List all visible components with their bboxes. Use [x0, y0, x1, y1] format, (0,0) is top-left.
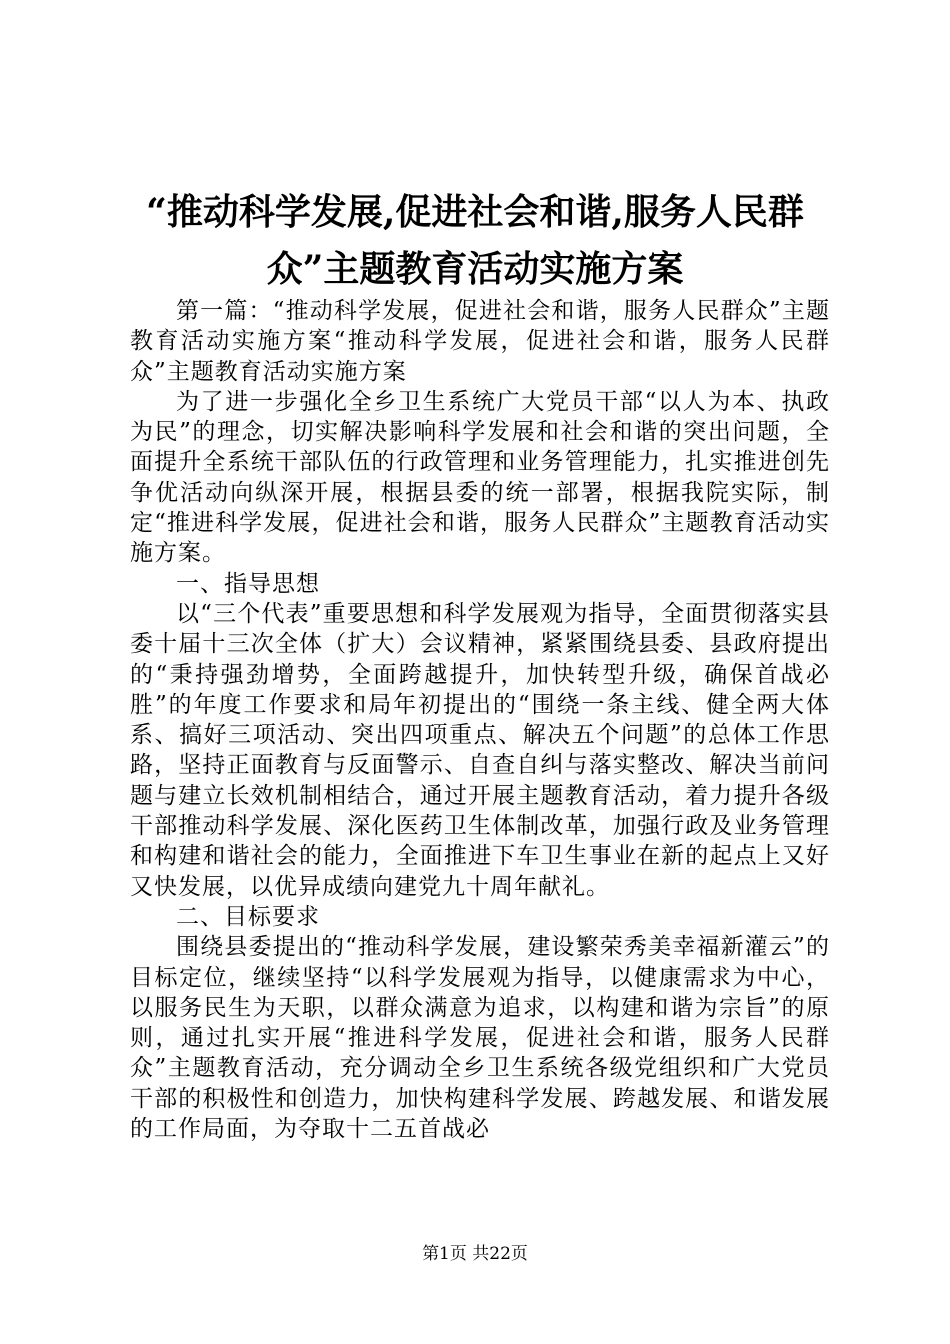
section-heading-guiding-ideology: 一、指导思想	[176, 570, 320, 597]
page-number-footer: 第1页 共22页	[422, 1244, 528, 1264]
paragraph-purpose: 为了进一步强化全乡卫生系统广大党员干部“以人为本、执政为民”的理念，切实解决影响科学发展和社会和谐的突出问题，全面提升全系统干部队伍的行政管理和业务管理能力，扎实推进创先争优活动向纵深开展，根据县委的统一部署，根据我院实际，制定“推进科学发展，促进社会和谐，服务人民群众”主题教育活动实施方案。	[130, 388, 830, 567]
section-heading-goals: 二、目标要求	[176, 903, 320, 930]
paragraph-guiding-ideology: 以“三个代表”重要思想和科学发展观为指导，全面贯彻落实县委十届十三次全体（扩大）会议精神，紧紧围绕县委、县政府提出的“秉持强劲增势，全面跨越提升，加快转型升级，确保首战必胜”的年度工作要求和局年初提出的“围绕一条主线、健全两大体系、搞好三项活动、突出四项重点、解决五个问题”的总体工作思路，坚持正面教育与反面警示、自查自纠与落实整改、解决当前问题与建立长效机制相结合，通过开展主题教育活动，着力提升各级干部推动科学发展、深化医药卫生体制改革，加强行政及业务管理和构建和谐社会的能力，全面推进下车卫生事业在新的起点上又好又快发展，以优异成绩向建党九十周年献礼。	[130, 600, 830, 900]
document-body	[130, 296, 830, 1144]
document-title-line-1: “推动科学发展,促进社会和谐,服务人民群	[146, 191, 804, 233]
paragraph-intro: 第一篇：“推动科学发展，促进社会和谐，服务人民群众”主题教育活动实施方案“推动科学发展，促进社会和谐，服务人民群众”主题教育活动实施方案	[130, 298, 830, 385]
document-title-line-2: 众”主题教育活动实施方案	[266, 248, 684, 290]
paragraph-goals: 围绕县委提出的“推动科学发展，建设繁荣秀美幸福新灌云”的目标定位，继续坚持“以科学发展观为指导，以健康需求为中心，以服务民生为天职，以群众满意为追求，以构建和谐为宗旨”的原则，通过扎实开展“推进科学发展，促进社会和谐，服务人民群众”主题教育活动，充分调动全乡卫生系统各级党组织和广大党员干部的积极性和创造力，加快构建科学发展、跨越发展、和谐发展的工作局面，为夺取十二五首战必	[130, 934, 830, 1143]
